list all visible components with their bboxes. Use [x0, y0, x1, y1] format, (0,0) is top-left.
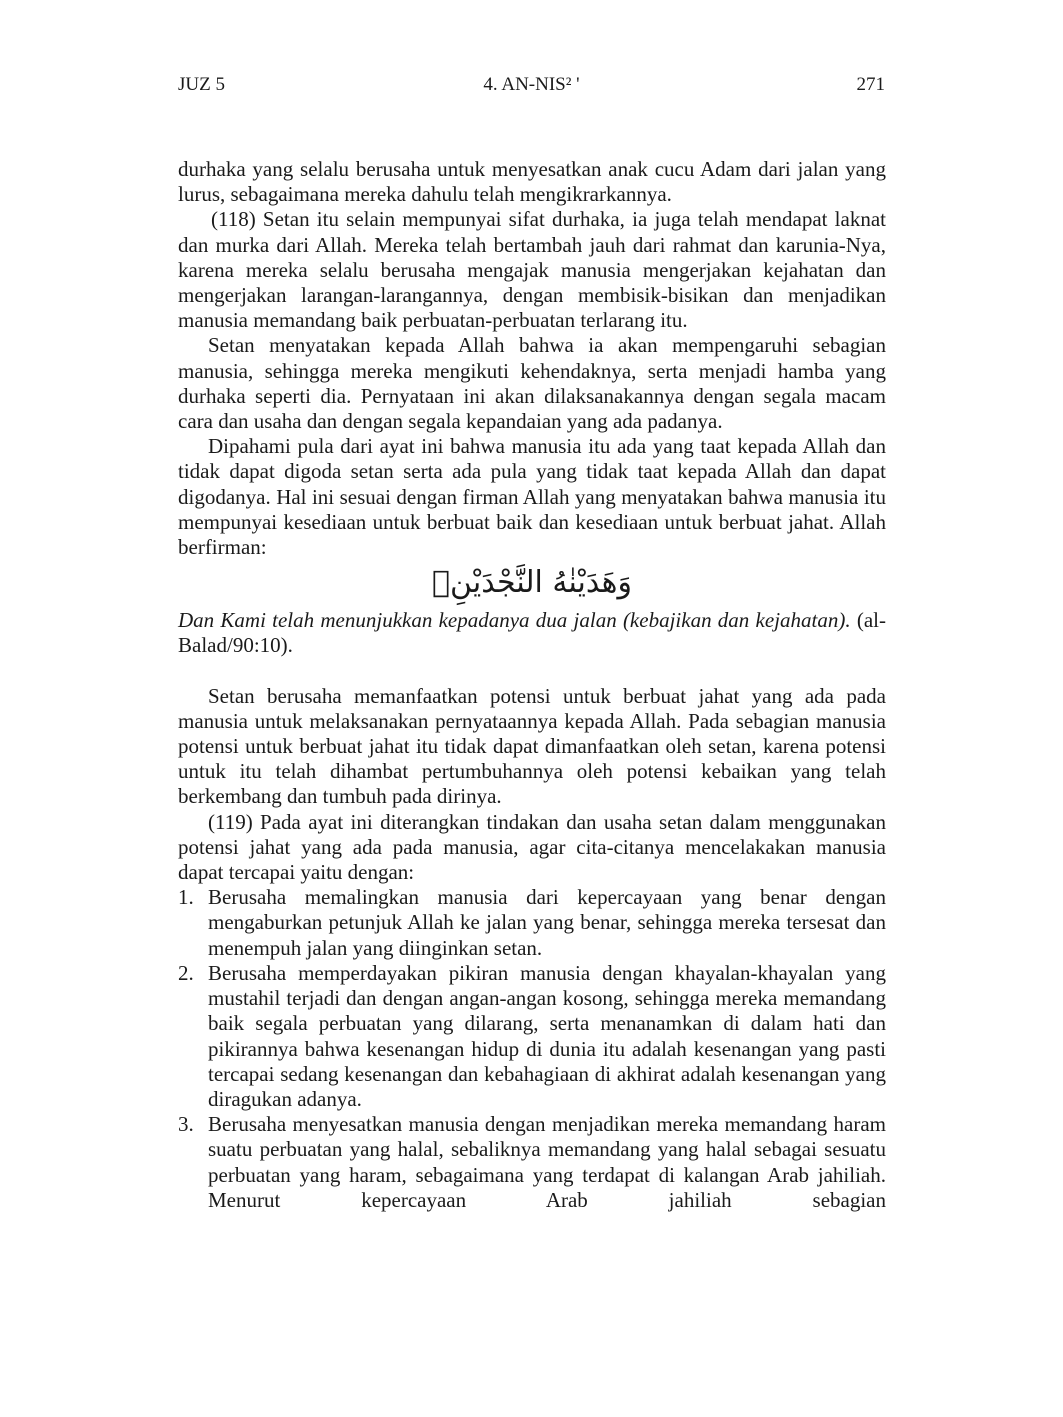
list-item-text: Berusaha memperdayakan pikiran manusia dengan khayalan-khayalan yang mustahil terjadi dan dengan angan-angan kosong, sehingga mereka memandang baik segala perbuatan yang dilarang, serta menanamkan di dalam hati dan pikirannya bahwa kesenangan hidup di dunia itu adalah kesenangan yang pasti tercapai sedang kesenangan dan kebahagiaan di akhirat adalah kesenangan yang diragukan adanya. — [208, 960, 886, 1111]
paragraph-continuation: durhaka yang selalu berusaha untuk menyesatkan anak cucu Adam dari jalan yang lurus, sebagaimana mereka dahulu telah mengikrarkannya. — [178, 157, 886, 207]
paragraph-verse-118: (118) Setan itu selain mempunyai sifat durhaka, ia juga telah mendapat laknat dan murka dari Allah. Mereka telah bertambah jauh dari rahmat dan karunia-Nya, karena mereka selalu berusaha mengajak manusia mengerjakan kejahatan dan mengerjakan larangan-larangannya, dengan membisik-bisikan dan menjadikan manusia memandang baik perbuatan-perbuatan terlarang itu. — [178, 207, 886, 333]
paragraph-potential: Setan berusaha memanfaatkan potensi untuk berbuat jahat yang ada pada manusia untuk melaksanakan pernyataannya kepada Allah. Pada sebagian manusia potensi untuk berbuat jahat itu tidak dapat dimanfaatkan oleh setan, karena potensi untuk itu telah dihambat pertumbuhannya oleh potensi kebaikan yang telah berkembang dan tumbuh pada dirinya. — [178, 683, 886, 809]
paragraph-spacer — [178, 659, 886, 684]
paragraph-setan-statement: Setan menyatakan kepada Allah bahwa ia akan mempengaruhi sebagian manusia, sehingga mereka mengikuti kehendaknya, serta menjadi hamba yang durhaka seperti dia. Pernyataan ini akan dilaksanakannya dengan segala macam cara dan usaha dan dengan segala kepandaian yang ada padanya. — [178, 333, 886, 434]
running-header-surah: 4. AN-NIS² ' — [483, 74, 580, 95]
page-number: 271 — [856, 74, 885, 95]
paragraph-verse-119: (119) Pada ayat ini diterangkan tindakan dan usaha setan dalam menggunakan potensi jahat yang ada pada manusia, agar cita-citanya mencelakakan manusia dapat tercapai yaitu dengan: — [178, 809, 886, 885]
paragraph-human-obedience: Dipahami pula dari ayat ini bahwa manusia itu ada yang taat kepada Allah dan tidak dapat digoda setan serta ada pula yang tidak taat kepada Allah dan dapat digodanya. Hal ini sesuai dengan firman Allah yang menyatakan bahwa manusia itu mempunyai kesediaan untuk berbuat baik dan kesediaan untuk berbuat jahat. Allah berfirman: — [178, 434, 886, 560]
list-item — [178, 961, 886, 1112]
list-item-text: Berusaha memalingkan manusia dari kepercayaan yang benar dengan mengaburkan petunjuk Allah ke jalan yang benar, sehingga mereka tersesat dan menempuh jalan yang diinginkan setan. — [208, 885, 886, 960]
verse-translation-text: Dan Kami telah menunjukkan kepadanya dua jalan (kebajikan dan kejahatan). — [178, 608, 851, 633]
numbered-list — [178, 885, 886, 1213]
list-item-text: Berusaha menyesatkan manusia dengan menjadikan mereka memandang haram suatu perbuatan yang halal, sebaliknya memandang yang halal sebagai sesuatu perbuatan yang haram, sebagaimana yang terdapat di kalangan Arab jahiliah. Menurut kepercayaan Arab jahiliah sebagian — [208, 1112, 886, 1212]
list-item — [178, 1112, 886, 1213]
running-header-juz: JUZ 5 — [178, 74, 225, 95]
verse-translation — [178, 608, 886, 658]
list-item-number: 3. — [178, 1112, 194, 1137]
list-item — [178, 885, 886, 961]
page-body — [178, 157, 886, 1213]
list-item-number: 1. — [178, 885, 194, 910]
quran-verse-arabic: وَهَدَيْنٰهُ النَّجْدَيْنِۙ — [432, 565, 632, 601]
verse-reference: (al-Balad/90:10). — [178, 608, 886, 658]
list-item-number: 2. — [178, 960, 194, 985]
